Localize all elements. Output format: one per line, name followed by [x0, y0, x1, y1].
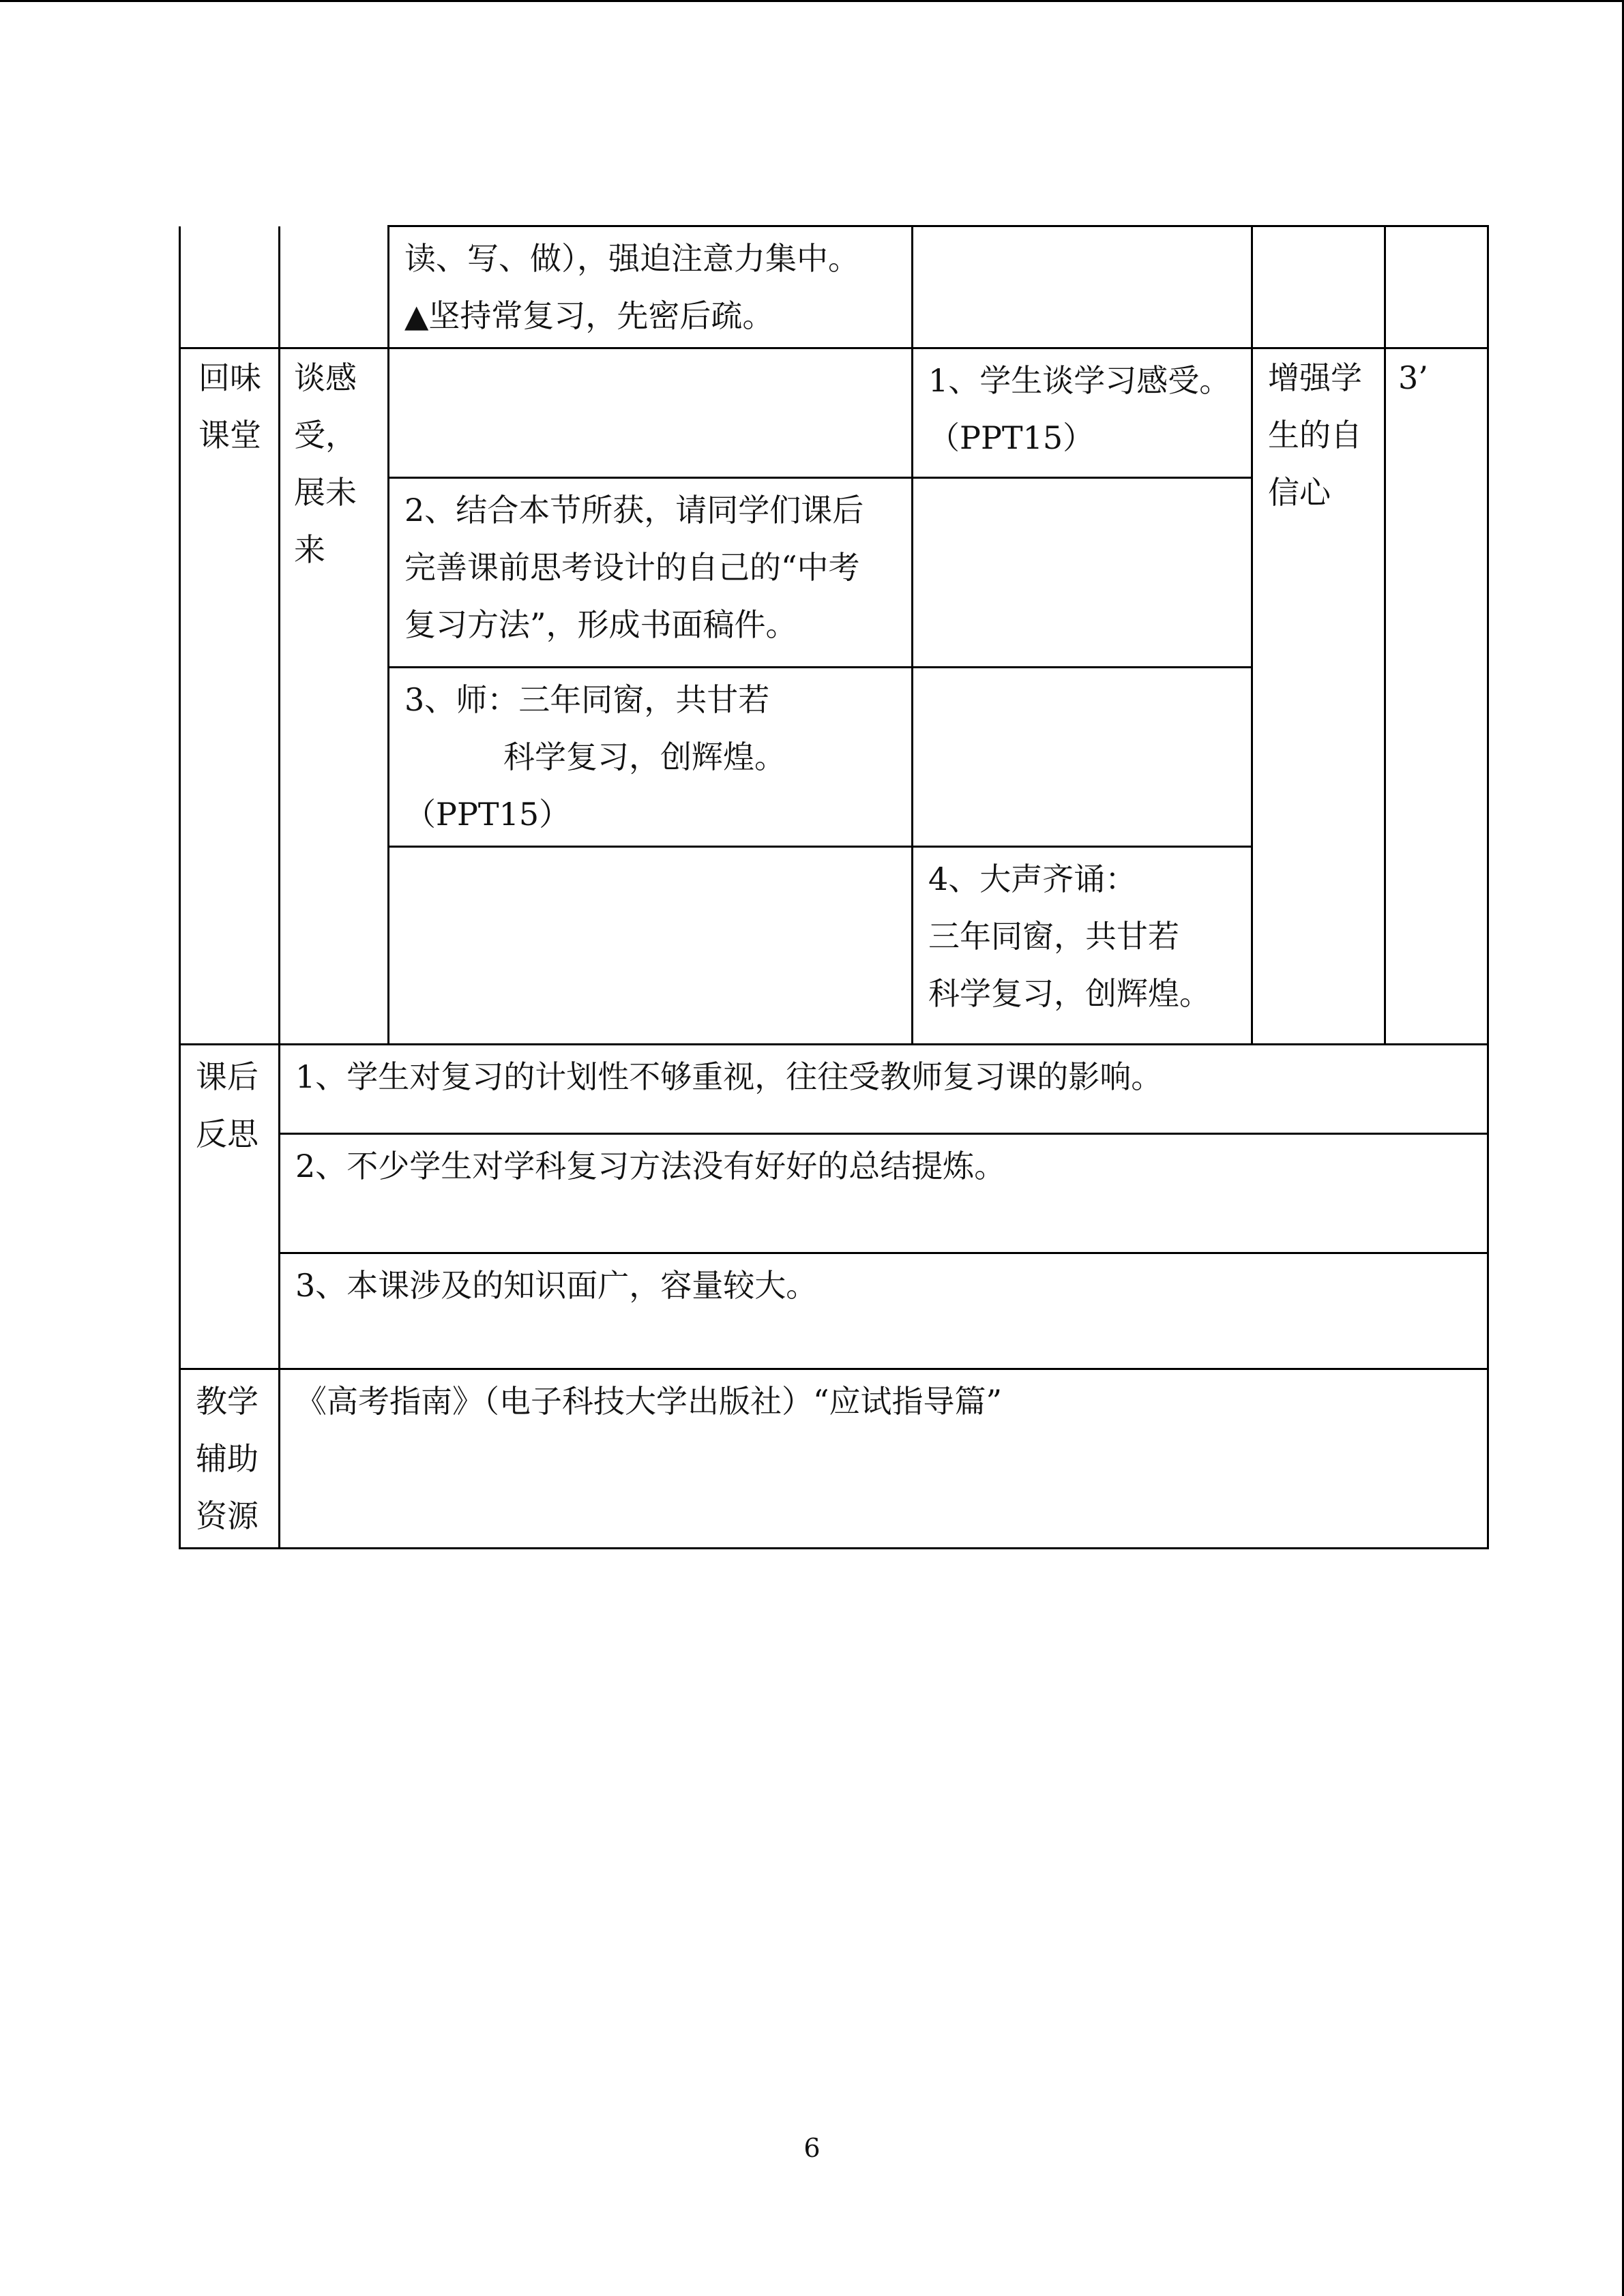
- cell-empty: [180, 226, 280, 348]
- reflection-label-line: 反思: [196, 1116, 259, 1152]
- table-row-reflection-2: [180, 1134, 1488, 1253]
- stage-label-line: 课堂: [198, 417, 261, 453]
- activity-label-line: 谈感: [294, 359, 357, 396]
- teacher-cell: [389, 478, 913, 668]
- time-cell: [1385, 348, 1488, 1045]
- table-row-continuation: [180, 226, 1488, 348]
- teacher-line: 完善课前思考设计的自己的“中考: [404, 549, 860, 586]
- content-line: ▲坚持常复习，先密后疏。: [404, 297, 774, 334]
- resources-content: 《高考指南》（电子科技大学出版社）“应试指导篇”: [280, 1369, 1488, 1549]
- purpose-cell: [1252, 348, 1385, 1045]
- reflection-item: 1、学生对复习的计划性不够重视，往往受教师复习课的影响。: [280, 1045, 1488, 1134]
- student-line: 科学复习，创辉煌。: [928, 975, 1211, 1012]
- teacher-line: 2、结合本节所获，请同学们课后: [404, 492, 864, 528]
- student-cell: [913, 847, 1252, 1045]
- teacher-line: 复习方法”，形成书面稿件。: [404, 606, 797, 643]
- activity-label-line: 受，: [294, 417, 357, 453]
- activity-label-line: 展未: [294, 474, 357, 511]
- table-row-reflection-1: [180, 1045, 1488, 1134]
- teacher-cell: [389, 668, 913, 847]
- table-row-reflection-3: [180, 1253, 1488, 1369]
- cell-empty: [280, 226, 389, 348]
- student-line: （PPT15）: [928, 419, 1095, 456]
- resources-label-cell: [180, 1369, 280, 1549]
- reflection-item: 3、本课涉及的知识面广，容量较大。: [280, 1253, 1488, 1369]
- cell-empty: [1252, 226, 1385, 348]
- student-line: 三年同窗，共甘若: [928, 918, 1179, 955]
- teacher-line: 3、师：三年同窗，共甘若: [404, 681, 770, 718]
- student-cell: [913, 348, 1252, 478]
- reflection-item: 2、不少学生对学科复习方法没有好好的总结提炼。: [280, 1134, 1488, 1253]
- table-row-review-step-1: [180, 348, 1488, 478]
- resources-label-line: 资源: [196, 1497, 259, 1534]
- cell-empty: [913, 226, 1252, 348]
- purpose-line: 信心: [1268, 474, 1331, 511]
- table-row-resources: [180, 1369, 1488, 1549]
- student-cell: [913, 668, 1252, 847]
- reflection-label-cell: [180, 1045, 280, 1369]
- activity-label-line: 来: [294, 531, 325, 568]
- teacher-cell: [389, 847, 913, 1045]
- purpose-line: 增强学: [1268, 359, 1362, 396]
- cell-continued-content: [389, 226, 913, 348]
- content-line: 读、写、做），强迫注意力集中。: [404, 240, 859, 277]
- teacher-line: 科学复习，创辉煌。: [503, 739, 786, 775]
- purpose-line: 生的自: [1268, 417, 1362, 453]
- stage-label-line: 回味: [198, 359, 261, 396]
- time-value: 3’: [1398, 359, 1428, 396]
- stage-label-cell: [180, 348, 280, 1045]
- activity-label-cell: [280, 348, 389, 1045]
- cell-empty: [1385, 226, 1488, 348]
- resources-label-line: 辅助: [196, 1440, 259, 1477]
- teacher-line: （PPT15）: [404, 796, 571, 833]
- student-cell: [913, 478, 1252, 668]
- reflection-label-line: 课后: [196, 1058, 259, 1095]
- student-line: 1、学生谈学习感受。: [928, 362, 1231, 399]
- student-line: 4、大声齐诵：: [928, 861, 1137, 897]
- teacher-cell: [389, 348, 913, 478]
- page-number: 6: [803, 2133, 821, 2163]
- resources-label-line: 教学: [196, 1383, 259, 1420]
- lesson-plan-table: [179, 225, 1489, 1549]
